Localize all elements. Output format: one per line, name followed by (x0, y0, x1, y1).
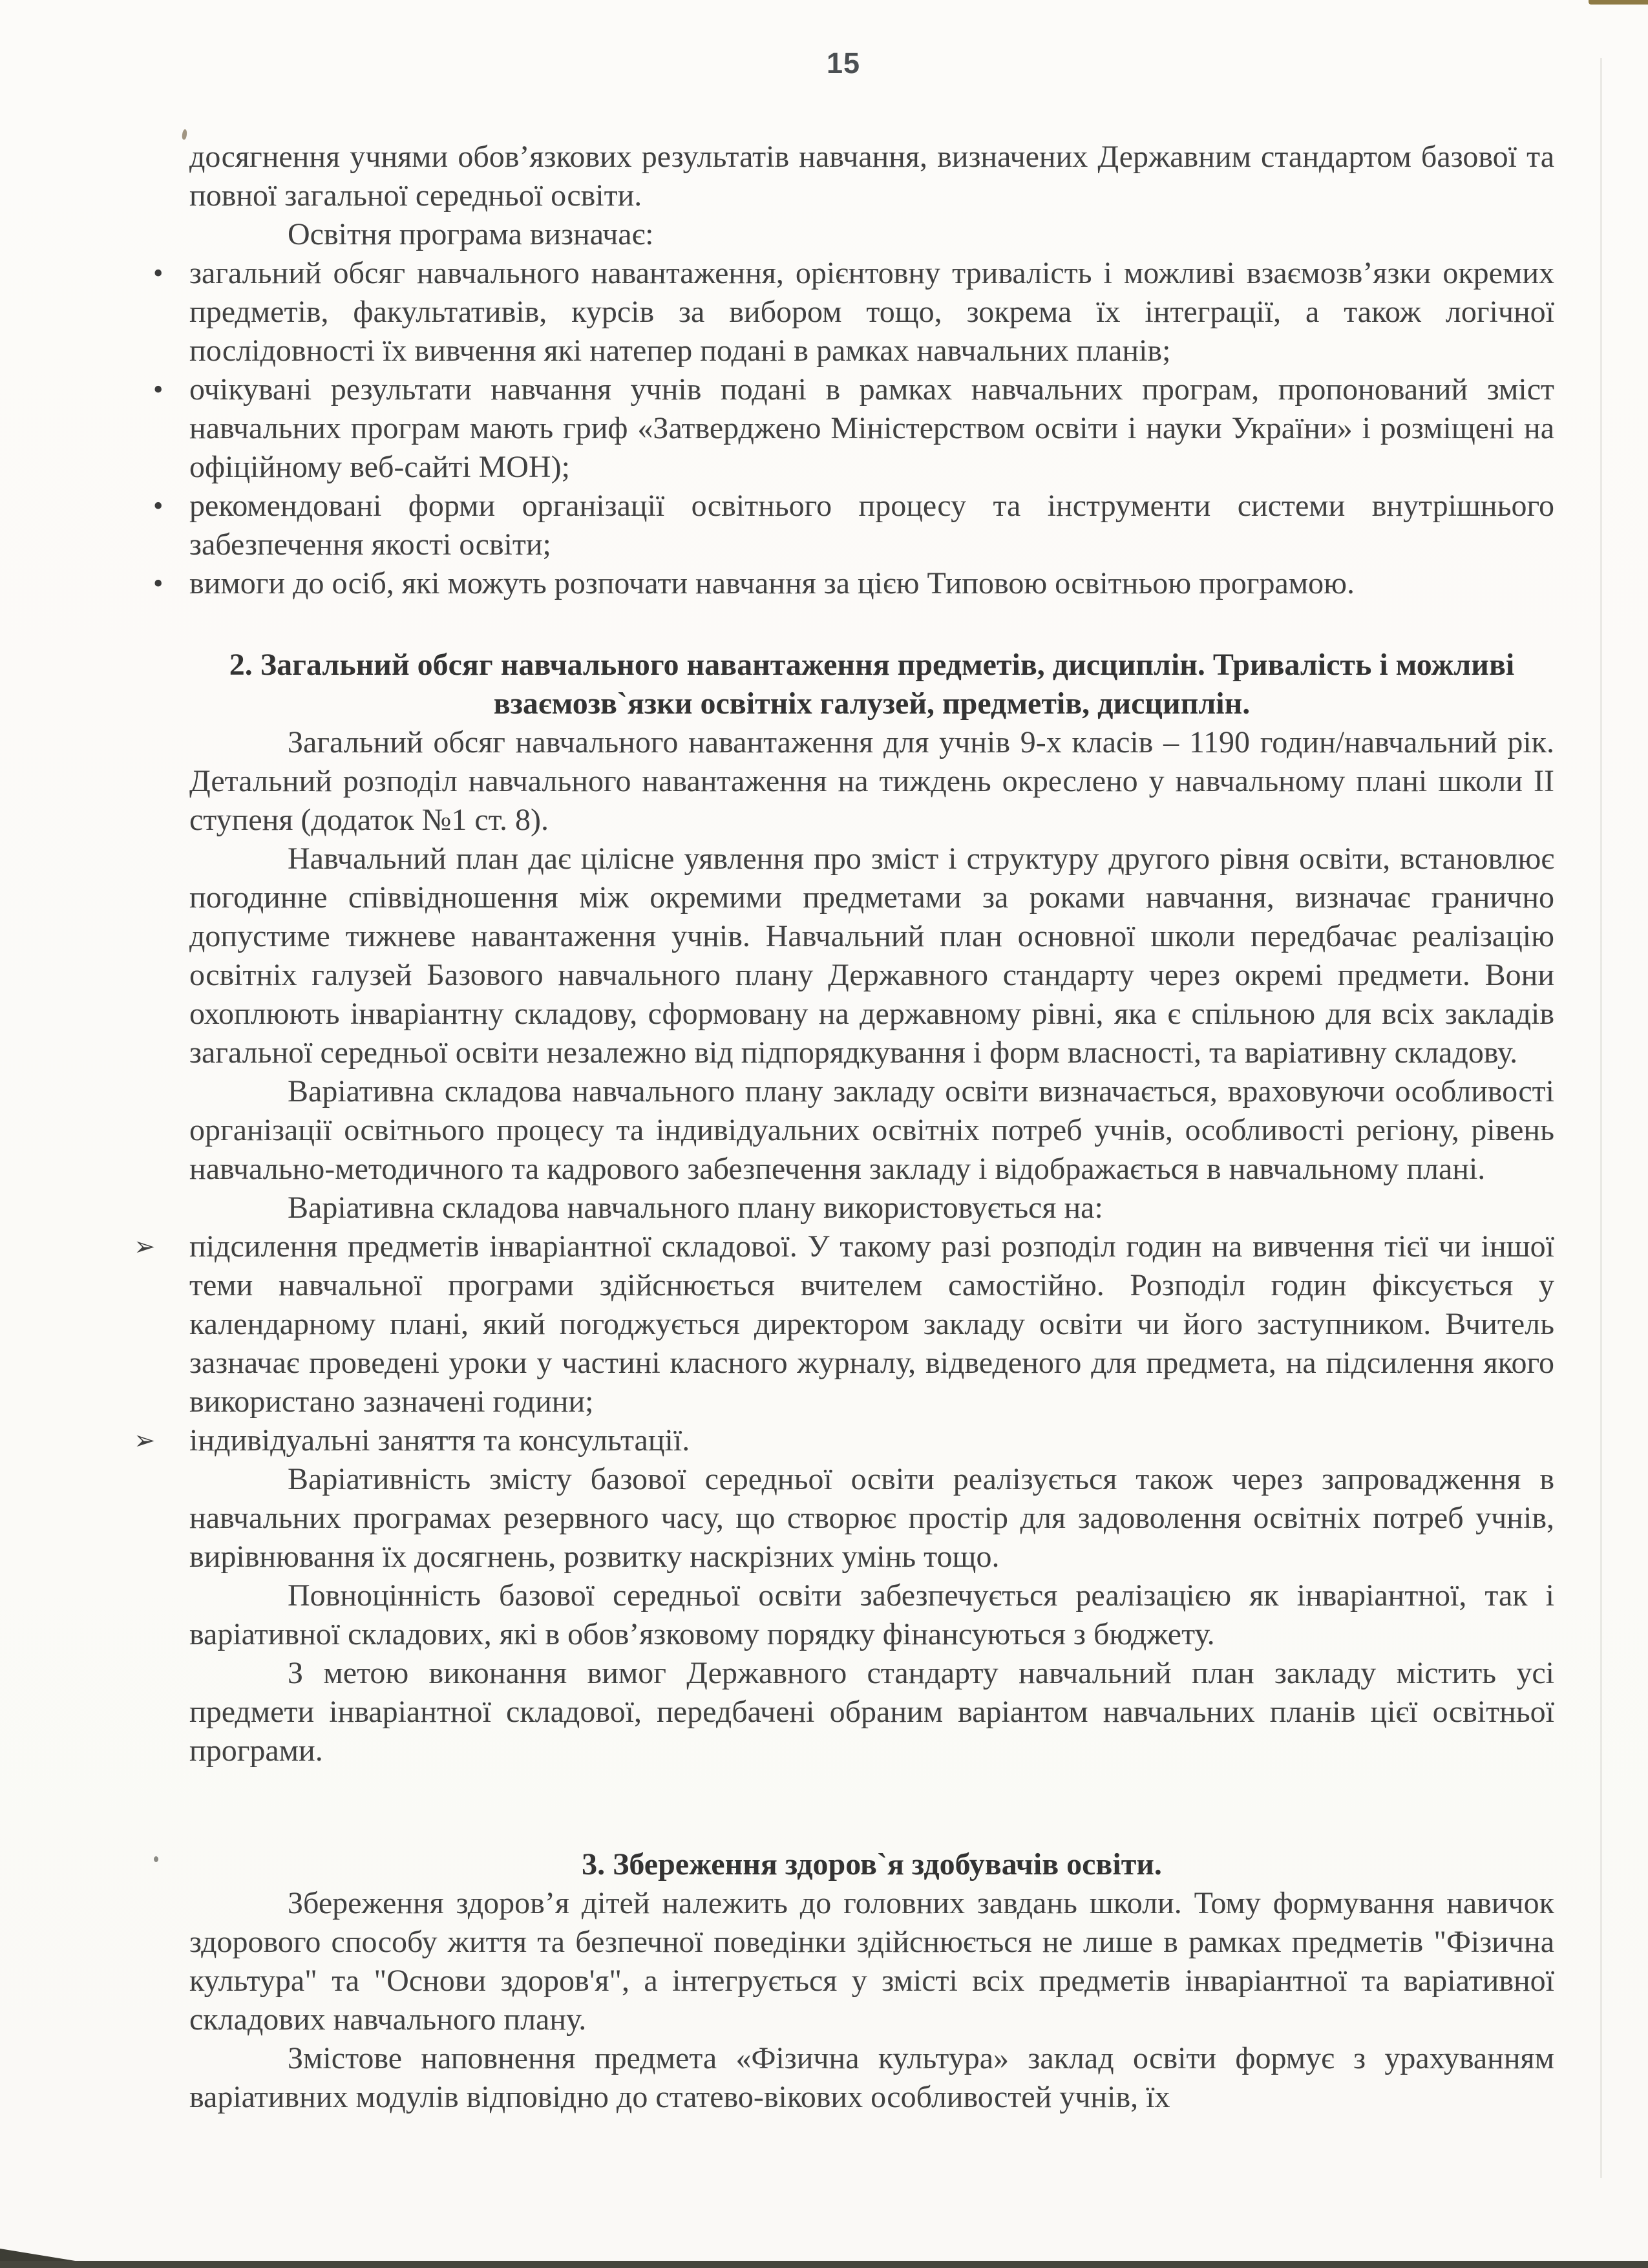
bullet-dot-icon: • (153, 490, 164, 522)
arrow-bullet-icon: ➢ (134, 1426, 156, 1456)
arrow-bullet-item (134, 1227, 1554, 1421)
bullet-dot-icon: • (153, 257, 164, 289)
bullet-item-text: загальний обсяг навчального навантаження, орієнтовну тривалість і можливі взаємозв’язки окремих предметів, факультативів, курсів за вибором тощо, зокрема їх інтеграції, а також логічної послідовності їх вивчення які натепер подані в рамках навчальних планів; (189, 256, 1554, 368)
bullet-item-text: рекомендовані форми організації освітнього процесу та інструменти системи внутрішнього забезпечення якості освіти; (189, 489, 1554, 562)
bullet-item-text: вимоги до осіб, які можуть розпочати навчання за цією Типовою освітньою програмою. (189, 566, 1355, 600)
arrow-bullet-item (134, 1421, 1554, 1460)
document-body (134, 138, 1554, 2117)
paragraph-state-standard: З метою виконання вимог Державного стандарту навчальний план закладу містить усі предмети інваріантної складової, передбачені обраним варіантом навчальних планів цієї освітньої програми. (189, 1656, 1554, 1768)
paragraph-load-volume: Загальний обсяг навчального навантаження для учнів 9-х класів – 1190 годин/навчальний рік. Детальний розподіл навчального навантаження на тиждень окреслено у навчальному плані школи II ступеня (додаток №1 ст. 8). (189, 725, 1554, 837)
paragraph-reserve-time: Варіативність змісту базової середньої освіти реалізується також через запровадження в навчальних програмах резервного часу, що створює простір для задоволення освітніх потреб учнів, вирівнювання їх досягнень, розвитку наскрізних умінь тощо. (189, 1462, 1554, 1574)
paragraph-variative-component: Варіативна складова навчального плану закладу освіти визначається, враховуючи особливості організації освітнього процесу та індивідуальних освітніх потреб учнів, особливості регіону, рівень навчально-методичного та кадрового забезпечення закладу і відображається в навчальному плані. (189, 1074, 1554, 1186)
paragraph-full-value: Повноцінність базової середньої освіти забезпечується реалізацією як інваріантної, так і варіативної складових, які в обов’язковому порядку фінансуються з бюджету. (189, 1578, 1554, 1651)
paragraph-program-defines: Освітня програма визначає: (288, 217, 654, 251)
bullet-item (153, 254, 1554, 370)
section-2-heading: 2. Загальний обсяг навчального навантаження предметів, дисциплін. Тривалість і можливі взаємозв`язки освітніх галузей, предметів, дисциплін. (229, 648, 1515, 721)
arrow-bullet-item-text: підсилення предметів інваріантної складової. У такому разі розподіл годин на вивчення тієї чи іншої теми навчальної програми здійснюється вчителем самостійно. Розподіл годин фіксується у календарному плані, який погоджується директором закладу освіти чи його заступником. Вчитель зазначає проведені уроки у частині класного журналу, відведеного для предмета, на підсилення якого використано зазначені години; (189, 1229, 1554, 1419)
bullet-dot-icon: • (153, 567, 164, 599)
bullet-item-text: очікувані результати навчання учнів подані в рамках навчальних програм, пропонований зміст навчальних програм мають гриф «Затверджено Міністерством освіти і науки України» і розміщені на офіційному веб-сайті МОН); (189, 372, 1554, 484)
scan-bottom-edge-artifact (0, 2261, 1648, 2268)
bullet-item (153, 370, 1554, 487)
scan-speck (182, 129, 187, 140)
scan-speck (154, 1856, 158, 1862)
scan-corner-mark (1589, 0, 1648, 5)
paragraph-physical-culture: Змістове наповнення предмета «Фізична культура» заклад освіти формує з урахуванням варіативних модулів відповідно до статево-вікових особливостей учнів, їх (189, 2041, 1554, 2114)
paragraph-variative-usage-intro: Варіативна складова навчального плану використовується на: (288, 1191, 1103, 1225)
bullet-dot-icon: • (153, 374, 164, 405)
paragraph-continuation: досягнення учнями обов’язкових результатів навчання, визначених Державним стандартом базової та повної загальної середньої освіти. (189, 140, 1554, 213)
bullet-item (153, 487, 1554, 564)
paragraph-health: Збереження здоров’я дітей належить до головних завдань школи. Тому формування навичок здорового способу життя та безпечної поведінки здійснюється не лише в рамках предметів "Фізична культура" та "Основи здоров'я", а інтегрується у змісті всіх предметів інваріантної та варіативної складових навчального плану. (189, 1886, 1554, 2037)
section-3-heading: 3. Збереження здоров`я здобувачів освіти. (582, 1847, 1162, 1881)
page-number: 15 (826, 47, 861, 79)
arrow-bullet-icon: ➢ (134, 1232, 156, 1262)
arrow-bullet-item-text: індивідуальні заняття та консультації. (189, 1423, 690, 1457)
scan-streak-artifact (1600, 58, 1602, 2178)
bullet-item (153, 564, 1554, 603)
paragraph-curriculum-plan: Навчальний план дає цілісне уявлення про зміст і структуру другого рівня освіти, встановлює погодинне співвідношення між окремими предметами за роками навчання, визначає гранично допустиме тижневе навантаження учнів. Навчальний план основної школи передбачає реалізацію освітніх галузей Базового навчального плану Державного стандарту через окремі предмети. Вони охоплюють інваріантну складову, сформовану на державному рівні, яка є спільною для всіх закладів загальної середньої освіти незалежно від підпорядкування і форм власності, та варіативну складову. (189, 842, 1554, 1070)
